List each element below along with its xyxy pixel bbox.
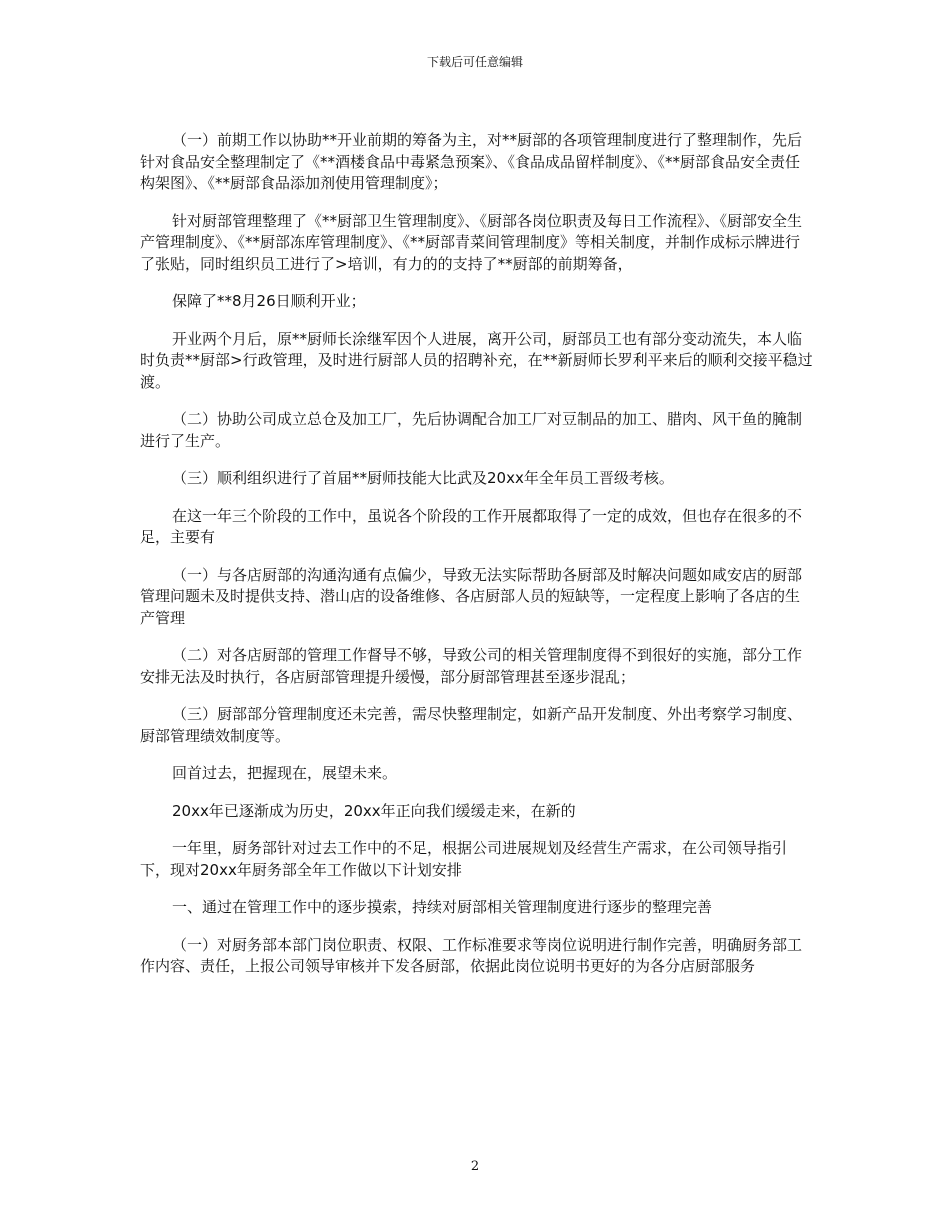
paragraph: 保障了**8月26日顺利开业； (172, 292, 366, 310)
paragraph: 20xx年已逐渐成为历史，20xx年正向我们缓缓走来，在新的 (172, 801, 576, 820)
paragraph: 针对厨部管理整理了《**厨部卫生管理制度》、《厨部各岗位职责及每日工作流程》、《厨部安全生产管理制度》、《**厨部冻库管理制度》、《**厨部青菜间管理制度》等相关制度，并制作成标示牌进行了张贴，同时组织员工进行了>培训，有力的的支持了**厨部的前期筹备， (140, 211, 803, 273)
document-body (140, 130, 814, 994)
paragraph: （三）厨部部分管理制度还未完善，需尽快整理制定，如新产品开发制度、外出考察学习制度、厨部管理绩效制度等。 (140, 705, 803, 745)
paragraph: （二）对各店厨部的管理工作督导不够，导致公司的相关管理制度得不到很好的实施，部分工作安排无法及时执行，各店厨部管理提升缓慢，部分厨部管理甚至逐步混乱； (140, 646, 803, 686)
page-number: 2 (470, 1159, 480, 1174)
paragraph: （二）协助公司成立总仓及加工厂，先后协调配合加工厂对豆制品的加工、腊肉、风干鱼的腌制进行了生产。 (140, 410, 803, 450)
paragraph: （一）前期工作以协助**开业前期的筹备为主，对**厨部的各项管理制度进行了整理制作，先后针对食品安全整理制定了《**酒楼食品中毒紧急预案》、《食品成品留样制度》、《**厨部食品安全责任构架图》、《**厨部食品添加剂使用管理制度》； (140, 131, 803, 192)
paragraph: （一）对厨务部本部门岗位职责、权限、工作标准要求等岗位说明进行制作完善，明确厨务部工作内容、责任，上报公司领导审核并下发各厨部，依据此岗位说明书更好的为各分店厨部服务 (140, 935, 803, 975)
paragraph: 一、通过在管理工作中的逐步摸索，持续对厨部相关管理制度进行逐步的整理完善 (172, 898, 713, 916)
page-header: 下载后可任意编辑 (426, 55, 523, 69)
paragraph: 开业两个月后，原**厨师长涂继军因个人进展，离开公司，厨部员工也有部分变动流失，本人临时负责**厨部>行政管理，及时进行厨部人员的招聘补充，在**新厨师长罗利平来后的顺利交接平稳过渡。 (140, 329, 813, 391)
paragraph: （一）与各店厨部的沟通沟通有点偏少，导致无法实际帮助各厨部及时解决问题如咸安店的厨部管理问题未及时提供支持、潜山店的设备维修、各店厨部人员的短缺等，一定程度上影响了各店的生产管理 (140, 565, 803, 627)
paragraph: （三）顺利组织进行了首届**厨师技能大比武及20xx年全年员工晋级考核。 (172, 469, 674, 487)
paragraph: 一年里，厨务部针对过去工作中的不足，根据公司进展规划及经营生产需求，在公司领导指引下，现对20xx年厨务部全年工作做以下计划安排 (140, 839, 788, 879)
paragraph: 在这一年三个阶段的工作中，虽说各个阶段的工作开展都取得了一定的成效，但也存在很多的不足，主要有 (140, 506, 803, 546)
paragraph: 回首过去，把握现在，展望未来。 (172, 764, 398, 782)
